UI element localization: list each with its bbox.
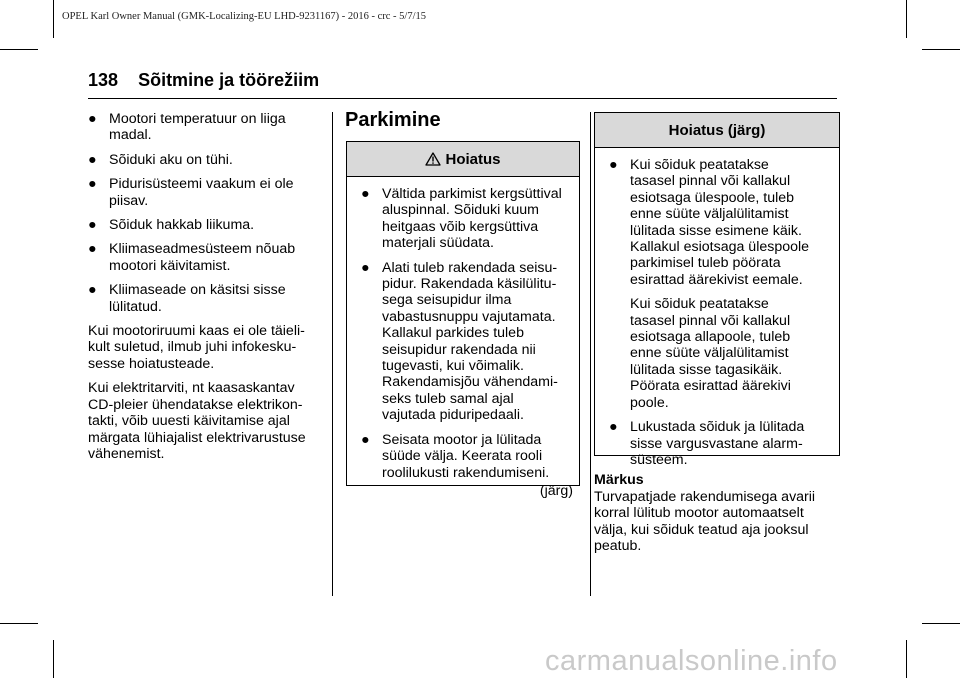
column-divider xyxy=(590,112,591,596)
list-item: ● Sõiduki aku on tühi. xyxy=(88,151,233,168)
warning-header xyxy=(347,142,579,177)
bullet-dot: ● xyxy=(88,176,97,193)
list-item: ● Mootori temperatuur on liiga madal. xyxy=(88,111,286,144)
section-title: Parkimine xyxy=(345,109,441,131)
list-item: ● Kliimaseade on käsitsi sisse lülitatud. xyxy=(88,282,286,315)
warning-box xyxy=(346,141,580,499)
bullet-dot: ● xyxy=(609,419,618,436)
bullet-dot: ● xyxy=(609,157,618,173)
running-head: OPEL Karl Owner Manual (GMK-Localizing-EU LHD-9231167) - 2016 - crc - 5/7/15 xyxy=(62,11,426,22)
bullet-dot: ● xyxy=(88,241,97,258)
column-divider xyxy=(332,112,333,596)
bullet-dot: ● xyxy=(361,259,370,276)
bullet-dot: ● xyxy=(361,186,370,202)
watermark: carmanualsonline.info xyxy=(545,645,838,677)
warning-title: Hoiatus (järg) xyxy=(668,121,766,139)
warning-header xyxy=(595,113,839,148)
warning-body xyxy=(347,177,579,505)
crop-mark xyxy=(0,49,38,50)
page-number: 138 xyxy=(88,70,119,90)
sub-paragraph: Kui sõiduk peatatakse tasasel pinnal või kallakul esiotsaga allapoole, tuleb enne süüte väljalülitamist lülitada sisse tagasikäik. Pöörata esirattad äärekivi poole. xyxy=(630,296,791,411)
bullet-dot: ● xyxy=(88,151,97,168)
title-rule xyxy=(88,98,837,99)
list-item: ● Seisata mootor ja lülitada süüde välja. Keerata rooli roolilukusti rakendumiseni. xyxy=(361,431,550,481)
list-item: ● Vältida parkimist kergsüttival aluspinnal. Sõiduki kuum heitgaas võib kergsüttiva materjali süüdata. xyxy=(361,186,562,252)
list-item: ● Sõiduk hakkab liikuma. xyxy=(88,217,255,234)
crop-mark xyxy=(906,0,907,38)
page-title xyxy=(88,70,319,91)
paragraph: Kui elektritarviti, nt kaasaskantav CD-pleier ühendatakse elektrikon- takti, võib uuesti käivitamise ajal märgata lühiajalist elektrivarustuse vähenemist. xyxy=(88,380,306,462)
list-item: ● Lukustada sõiduk ja lülitada sisse vargusvastane alarm- süsteem. xyxy=(609,419,805,468)
list-item: ● Kliimaseadmesüsteem nõuab mootori käivitamist. xyxy=(88,241,296,274)
left-column xyxy=(88,111,320,470)
bullet-dot: ● xyxy=(88,111,97,127)
note-title: Märkus xyxy=(594,472,644,488)
crop-mark xyxy=(922,623,960,624)
list-item: ● Pidurisüsteemi vaakum ei ole piisav. xyxy=(88,176,294,209)
crop-mark xyxy=(922,49,960,50)
note-body: Turvapatjade rakendumisega avarii korral lülitub mootor automaatselt välja, kui sõiduk teatud aja jooksul peatub. xyxy=(594,489,816,555)
paragraph: Kui mootoriruumi kaas ei ole täieli- kult suletud, ilmub juhi infokesku- sesse hoiatusteade. xyxy=(88,323,305,372)
continued-label: (järg) xyxy=(539,482,573,499)
warning-box-continued xyxy=(594,112,840,468)
chapter-title: Sõitmine ja töörežiim xyxy=(138,70,320,90)
crop-mark xyxy=(906,640,907,678)
crop-mark xyxy=(53,0,54,38)
warning-body xyxy=(595,148,839,482)
list-item: ● Kui sõiduk peatatakse tasasel pinnal või kallakul esiotsaga ülespoole, tuleb enne süüte väljalülitamist lülitada sisse esimene käik. Kallakul esiotsaga ülespoole parkimisel tuleb pöörata esirattad äärekivist eemale. xyxy=(609,157,810,288)
crop-mark xyxy=(53,640,54,678)
bullet-dot: ● xyxy=(88,282,97,299)
bullet-dot: ● xyxy=(361,431,370,448)
bullet-dot: ● xyxy=(88,217,97,234)
warning-triangle-icon xyxy=(425,152,441,166)
list-item: ● Alati tuleb rakendada seisu- pidur. Rakendada käsilülitu- sega seisupidur ilma vabastusnuppu vajutamata. Kallakul parkides tuleb seisupidur rakendada nii tugevasti, kui võimalik. Rakendamisjõu vähendami- seks tuleb samal ajal vajutada piduripedaali. xyxy=(361,259,558,424)
crop-mark xyxy=(0,623,38,624)
warning-title: Hoiatus xyxy=(445,150,501,168)
